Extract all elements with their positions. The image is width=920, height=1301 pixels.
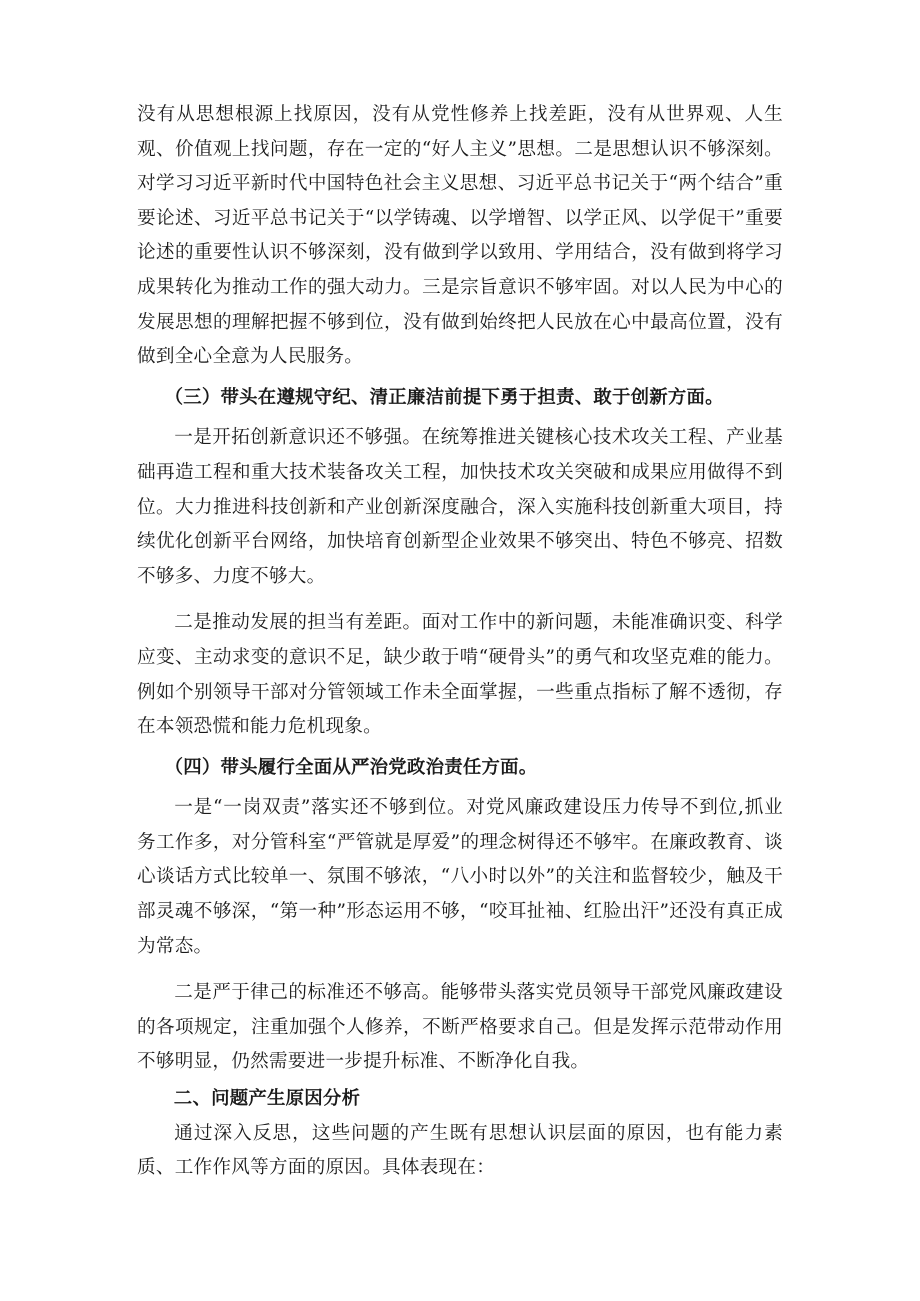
subheading-party-governance: （四）带头履行全面从严治党政治责任方面。 <box>164 756 538 778</box>
paragraph-self-discipline: 二是严于律己的标准还不够高。能够带头落实党员领导干部党风廉政建设的各项规定，注重加强个人修养，不断严格要求自己。但是发挥示范带动作用不够明显，仍然需要进一步提升标准、不断净化自我。 <box>137 982 783 1073</box>
paragraph-cause-intro: 通过深入反思，这些问题的产生既有思想认识层面的原因，也有能力素质、工作作风等方面的原因。具体表现在： <box>137 1122 783 1179</box>
paragraph-dual-responsibility: 一是“一岗双责”落实还不够到位。对党风廉政建设压力传导不到位,抓业务工作多，对分管科室“严管就是厚爱”的理念树得还不够牢。在廉政教育、谈心谈话方式比较单一、氛围不够浓，“八小时以外”的关注和监督较少，触及干部灵魂不够深，“第一种”形态运用不够，“咬耳扯袖、红脸出汗”还没有真正成为常态。 <box>137 797 783 957</box>
paragraph-development-responsibility: 二是推动发展的担当有差距。面对工作中的新问题，未能准确识变、科学应变、主动求变的意识不足，缺少敢于啃“硬骨头”的勇气和攻坚克难的能力。例如个别领导干部对分管领域工作未全面掌握，一些重点指标了解不透彻，存在本领恐慌和能力危机现象。 <box>137 612 783 738</box>
paragraph-innovation-awareness: 一是开拓创新意识还不够强。在统筹推进关键核心技术攻关工程、产业基础再造工程和重大技术装备攻关工程，加快技术攻关突破和成果应用做得不到位。大力推进科技创新和产业创新深度融合，深入实施科技创新重大项目，持续优化创新平台网络，加快培育创新型企业效果不够突出、特色不够亮、招数不够多、力度不够大。 <box>137 427 783 587</box>
subheading-innovation-responsibility: （三）带头在遵规守纪、清正廉洁前提下勇于担责、敢于创新方面。 <box>164 386 724 408</box>
paragraph-ideological-roots: 没有从思想根源上找原因，没有从党性修养上找差距，没有从世界观、人生观、价值观上找问题，存在一定的“好人主义”思想。二是思想认识不够深刻。对学习习近平新时代中国特色社会主义思想、习近平总书记关于“两个结合”重要论述、习近平总书记关于“以学铸魂、以学增智、以学正风、以学促干”重要论述的重要性认识不够深刻，没有做到学以致用、学用结合，没有做到将学习成果转化为推动工作的强大动力。三是宗旨意识不够牢固。对以人民为中心的发展思想的理解把握不够到位，没有做到始终把人民放在心中最高位置，没有做到全心全意为人民服务。 <box>137 104 783 368</box>
document-body <box>137 98 783 1186</box>
section-heading-cause-analysis: 二、问题产生原因分析 <box>173 1088 361 1110</box>
